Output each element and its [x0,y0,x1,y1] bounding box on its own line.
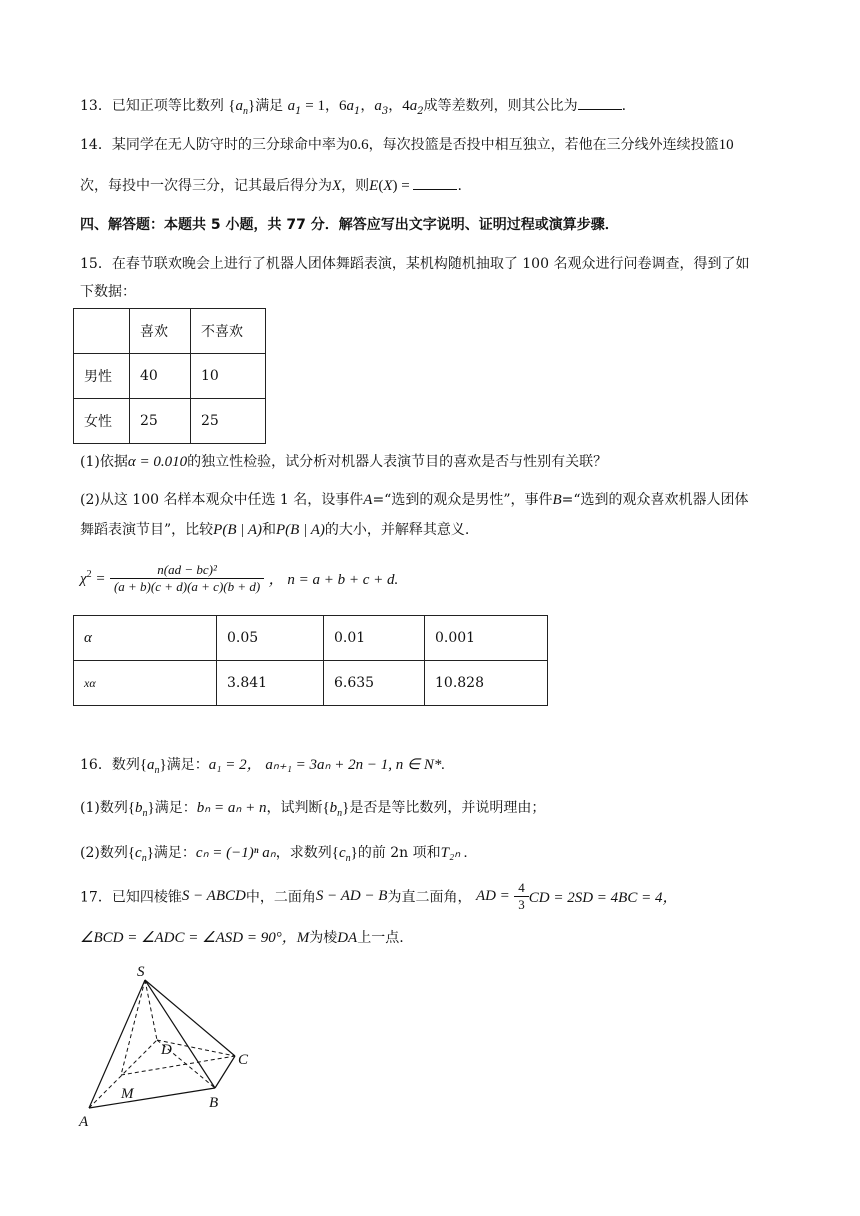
pyramid-figure [75,960,295,1140]
question-17-line2: ∠BCD = ∠ADC = ∠ASD = 90°，M为棱DA上一点. [80,930,404,946]
fraction-4-3: $\frac{4}{3}$ [514,880,529,913]
segment-MC-hidden [121,1056,235,1075]
answer-blank [578,95,622,110]
question-14-line2: 次，每投中一次得三分，记其最后得分为X，则E(X) = . [80,175,462,196]
question-15-line1: 15．在春节联欢晚会上进行了机器人团体舞蹈表演，某机构随机抽取了 100 名观众进行问卷调查，得到了如 [80,256,750,272]
question-17-line1: 17．已知四棱锥S − ABCD中，二面角S − AD − B为直二面角， AD = $\frac{4}{3}$ CD = 2SD = 4BC = 4， [80,880,678,912]
prob-b-given-not-a: P(B | A) [276,522,325,538]
label-D: D [161,1042,172,1058]
answer-blank [413,175,457,190]
survey-table: 喜欢 不喜欢 男性 40 10 女性 25 25 [73,308,266,444]
label-A: A [79,1114,89,1130]
question-15-part2-line1: (2)从这 100 名样本观众中任选 1 名，设事件A=“选到的观众是男性”，事件B=“选到的观众喜欢机器人团体 [80,492,749,508]
label-S: S [137,964,145,980]
question-15-line2: 下数据： [80,284,136,300]
section-heading: 四、解答题：本题共 5 小题，共 77 分．解答应写出文字说明、证明过程或演算步骤． [80,217,619,233]
critical-value-table: α 0.05 0.01 0.001 xα 3.841 6.635 10.828 [73,615,548,706]
question-15-part2-line2: 舞蹈表演节目”，比较P(B | A)和P(B | A)的大小，并解释其意义. [80,522,470,538]
question-16-part1: (1)数列$\{b_n\}$满足：bₙ = aₙ + n，试判断$\{b_n\}$是否是等比数列，并说明理由； [80,800,546,819]
question-13: 13．已知正项等比数列 $\{a_n\}$满足 $a_1 = 1$，$6a_1$，$a_3$，$4a_2$成等差数列，则其公比为 . [80,95,626,122]
label-C: C [238,1052,249,1068]
edge-BC [215,1056,235,1088]
question-16: 16．数列$\{a_n\}$满足：a₁ = 2， aₙ₊₁ = 3aₙ + 2n − 1, n ∈ N*. [80,757,446,776]
question-15-part1: (1)依据α = 0.010的独立性检验，试分析对机器人表演节目的喜欢是否与性别有关联？ [80,454,608,470]
edge-SB [145,980,215,1088]
edge-AB [89,1088,215,1108]
edge-SA [89,980,145,1108]
label-B: B [209,1095,219,1111]
chi-square-formula: $\chi^2$ = $\frac{\text{n(ad − bc)²}}{(a + b)(c + d)(a + c)(b + d)}$ ， n = a + b + c + d. [80,562,399,594]
question-16-part2: (2)数列$\{c_n\}$满足：cₙ = (−1)ⁿ aₙ，求数列$\{c_n\}$的前 2n 项和T₂ₙ . [80,845,468,864]
question-14-line1: 14．某同学在无人防守时的三分球命中率为0.6，每次投篮是否投中相互独立，若他在三分线外连续投篮10 [80,137,734,153]
edge-SC [145,980,235,1056]
formula-fraction: $\frac{\text{n(ad − bc)²}}{(a + b)(c + d)(a + c)(b + d)}$ [110,562,264,595]
label-M: M [121,1086,134,1102]
